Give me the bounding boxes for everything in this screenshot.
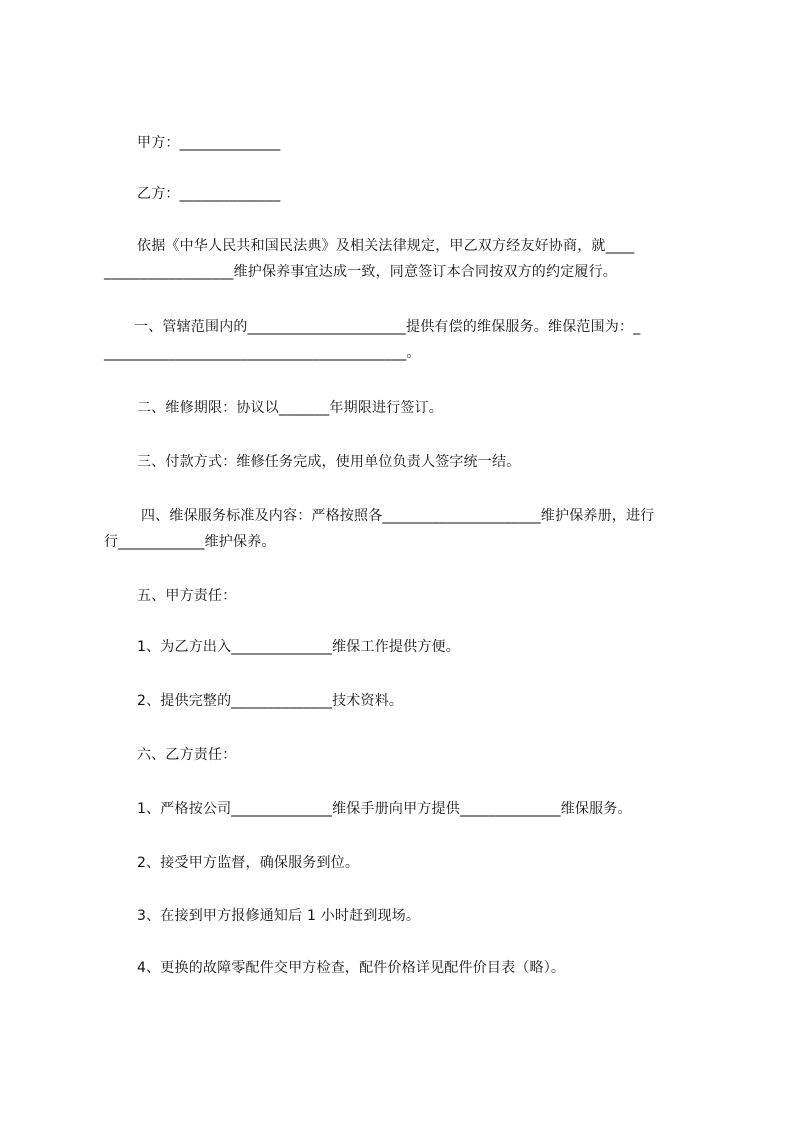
section-2-line: 二、维修期限：协议以_______年期限进行签订。 bbox=[137, 400, 443, 416]
section-6-item: 3、在接到甲方报修通知后 1 小时赶到现场。 bbox=[137, 908, 421, 924]
party-a-line: 甲方：______________ bbox=[137, 135, 281, 151]
contract-basis-line-2: __________________维护保养事宜达成一致，同意签订本合同按双方的约定履行。 bbox=[104, 264, 617, 280]
party-b-line: 乙方：______________ bbox=[137, 186, 281, 202]
section-5-item: 1、为乙方出入______________维保工作提供方便。 bbox=[137, 639, 460, 655]
section-6-title: 六、乙方责任： bbox=[137, 747, 237, 763]
section-4-line-1: 四、维保服务标准及内容：严格按照各______________________维护保养册，进行 bbox=[141, 508, 655, 524]
section-5-item: 2、提供完整的______________技术资料。 bbox=[137, 693, 404, 709]
section-6-item: 4、更换的故障零配件交甲方检查，配件价格详见配件价目表（略）。 bbox=[137, 960, 566, 976]
section-6-item: 2、接受甲方监督，确保服务到位。 bbox=[137, 855, 360, 871]
section-3-line: 三、付款方式：维修任务完成，使用单位负责人签字统一结。 bbox=[137, 454, 521, 470]
section-6-item: 1、严格按公司______________维保手册向甲方提供______________维保服务。 bbox=[137, 801, 632, 817]
section-1-line-1: 一、管辖范围内的______________________提供有偿的维保服务。维保范围为：_ bbox=[134, 319, 641, 335]
section-1-line-2: __________________________________________。 bbox=[104, 345, 421, 361]
section-5-title: 五、甲方责任： bbox=[137, 588, 237, 604]
section-4-line-2: 行____________维护保养。 bbox=[104, 534, 276, 550]
contract-basis-line-1: 依据《中华人民共和国民法典》及相关法律规定，甲乙双方经友好协商，就____ bbox=[137, 238, 635, 254]
